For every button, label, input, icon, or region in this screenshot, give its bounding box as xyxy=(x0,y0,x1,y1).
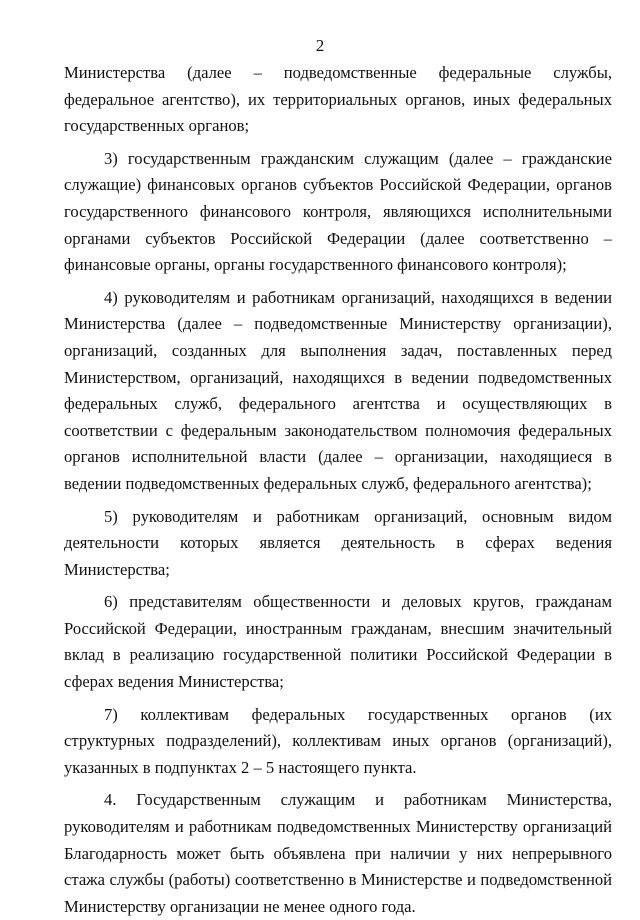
paragraph-item-6: 6) представителям общественности и деловых кругов, гражданам Российской Федерации, иностранным гражданам, внесшим значительный вклад в реализацию государственной политики Российской Федерации в сферах ведения Министерства; xyxy=(64,592,612,692)
paragraph-item-7: 7) коллективам федеральных государственных органов (их структурных подразделений), коллективам иных органов (организаций), указанных в подпунктах 2 – 5 настоящего пункта. xyxy=(64,704,612,777)
paragraph-item-3: 3) государственным гражданским служащим (далее – гражданские служащие) финансовых органов субъектов Российской Федерации, органов государственного финансового контроля, являющихся исполнительными органами субъектов Российской Федерации (далее соответственно – финансовые органы, органы государственного финансового контроля); xyxy=(64,148,612,275)
paragraph-item-5: 5) руководителям и работникам организаций, основным видом деятельности которых является деятельность в сферах ведения Министерства; xyxy=(64,506,612,579)
page-number: 2 xyxy=(315,36,325,55)
paragraph-item-4: 4) руководителям и работникам организаций, находящихся в ведении Министерства (далее – подведомственные Министерству организации), организаций, созданных для выполнения задач, поставленных перед Министерством, организаций, находящихся в ведении подведомственных федеральных служб, федерального агентства и осуществляющих в соответствии с федеральным законодательством полномочия федеральных органов исполнительной власти (далее – организации, находящиеся в ведении подведомственных федеральных служб, федерального агентства); xyxy=(64,287,612,493)
document-body xyxy=(64,60,612,920)
paragraph-clause-4: 4. Государственным служащим и работникам Министерства, руководителям и работникам подведомственных Министерству организаций Благодарность может быть объявлена при наличии у них непрерывного стажа службы (работы) соответственно в Министерстве и подведомственной Министерству организации не менее одного года. xyxy=(64,790,612,916)
paragraph-continuation: Министерства (далее – подведомственные федеральные службы, федеральное агентство), их территориальных органов, иных федеральных государственных органов; xyxy=(64,63,612,136)
